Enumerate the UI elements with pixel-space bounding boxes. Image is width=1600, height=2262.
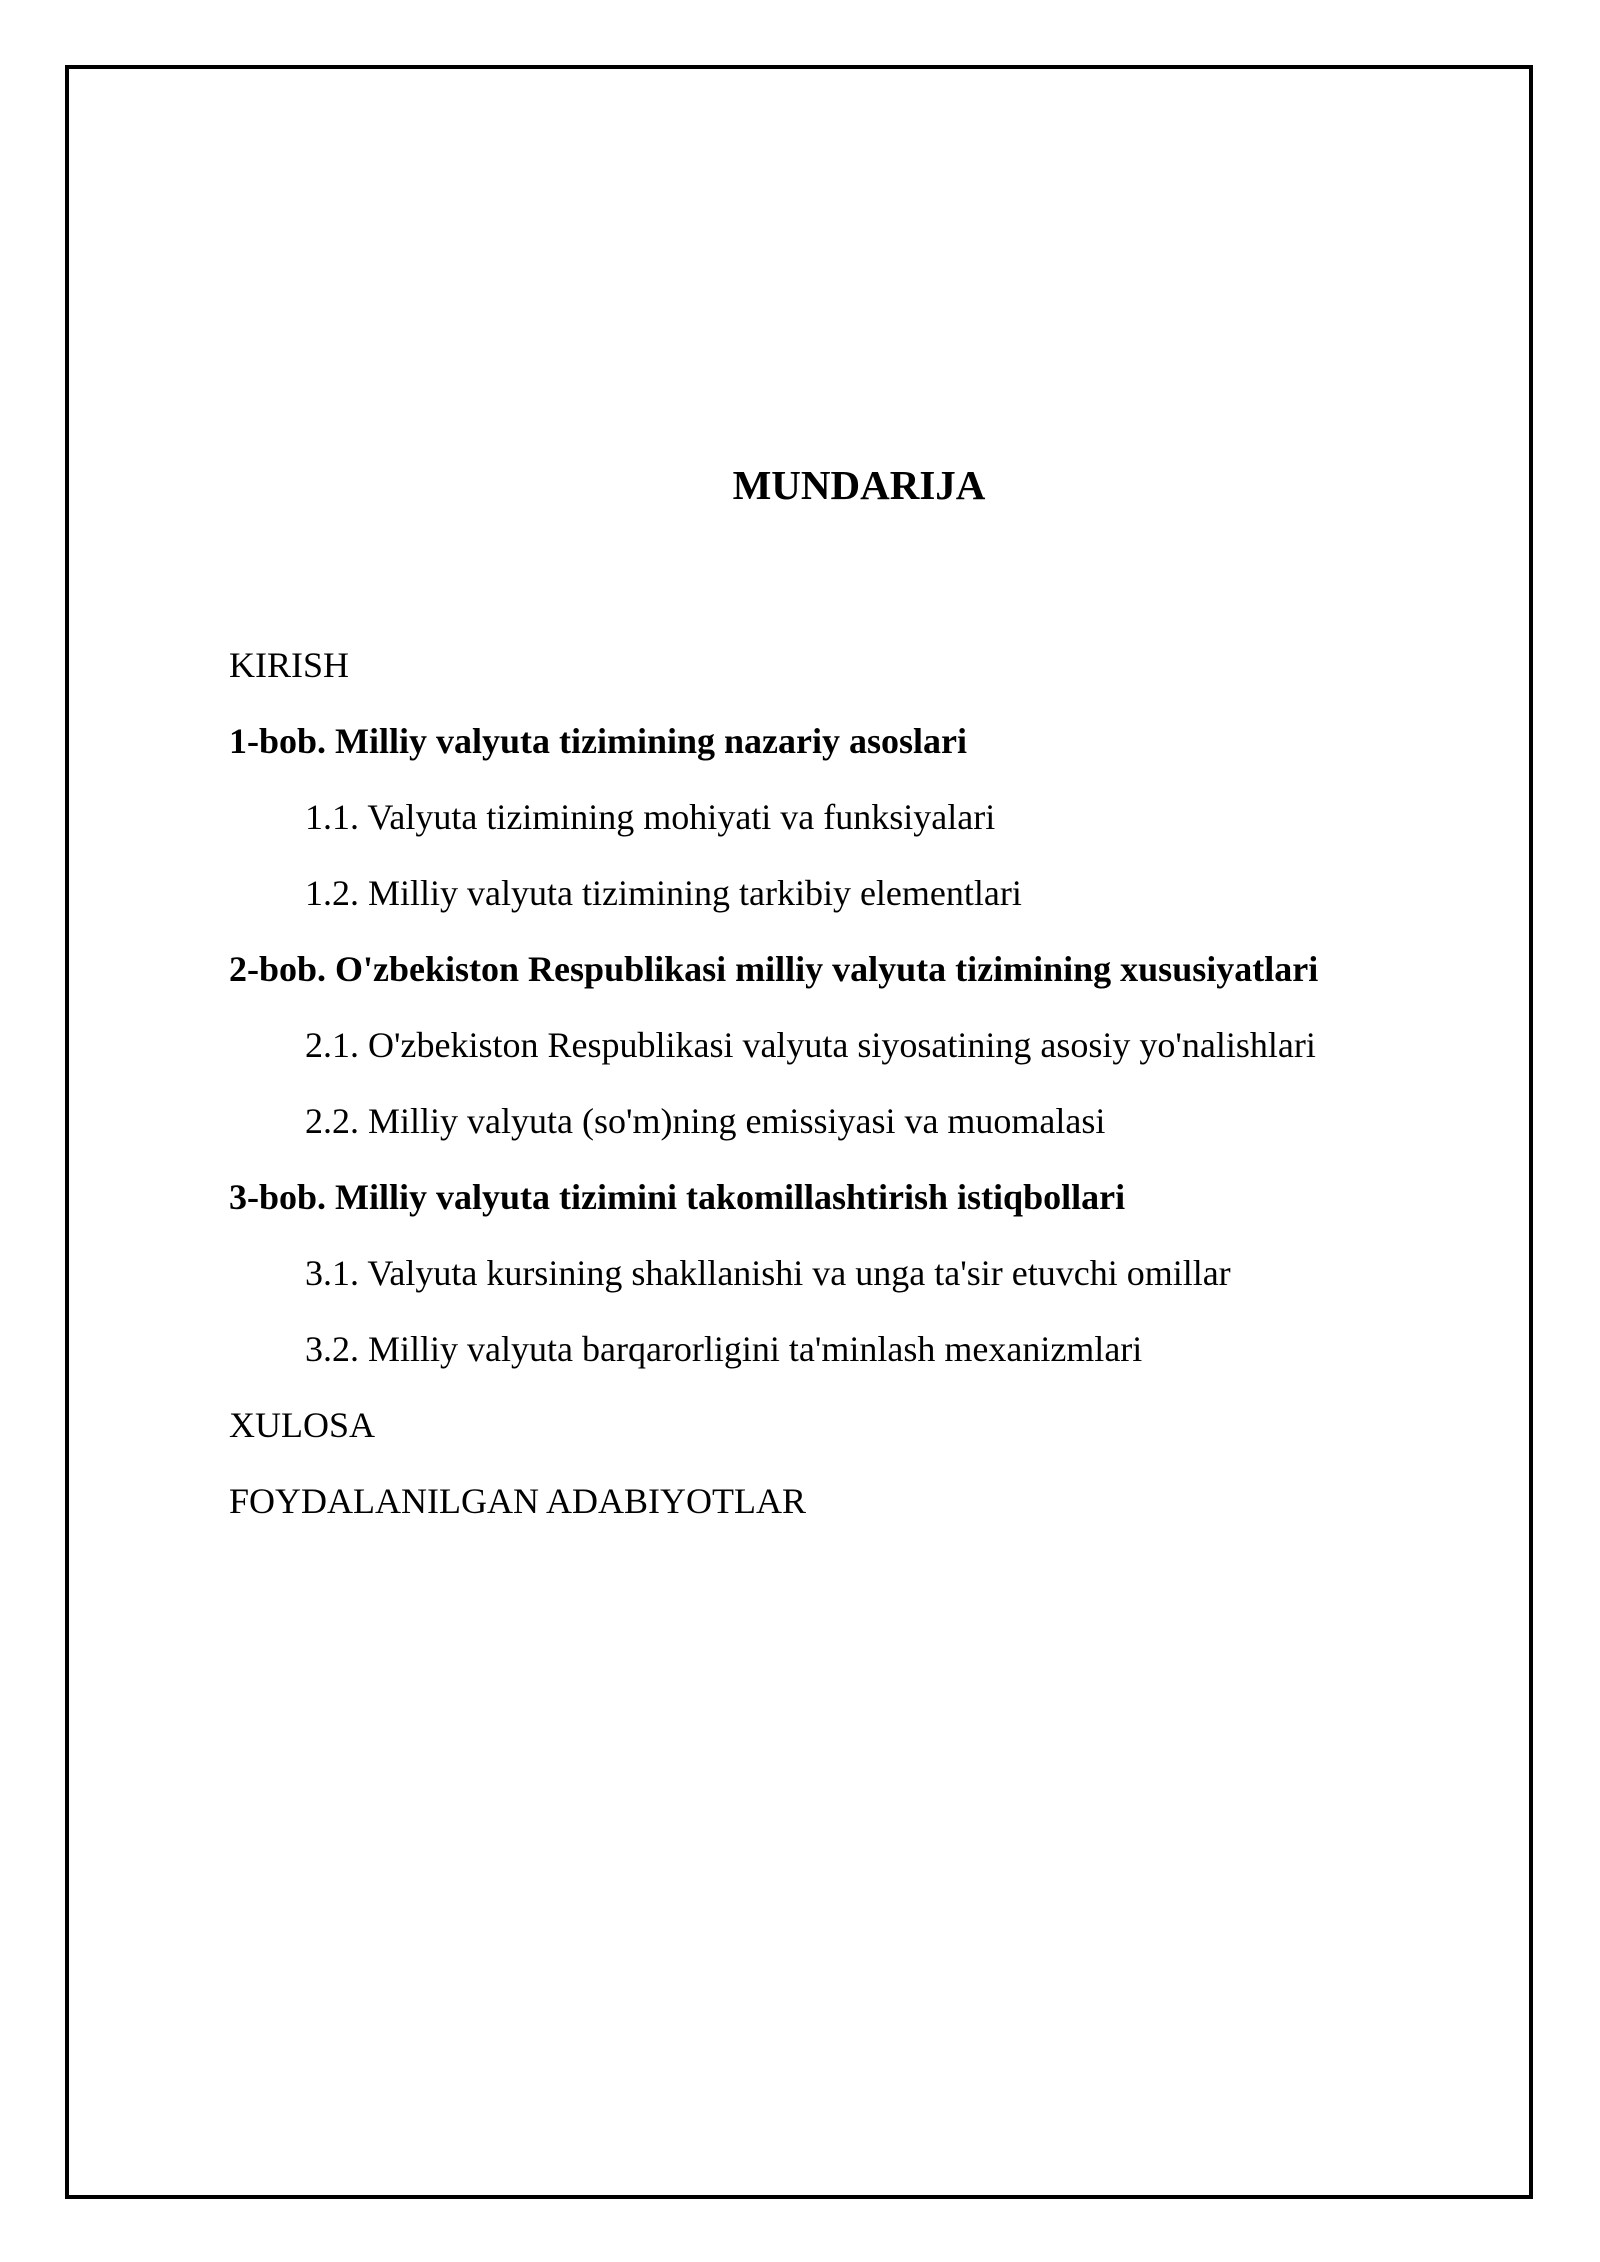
toc-section-3-2: 3.2. Milliy valyuta barqarorligini ta'minlash mexanizmlari [305, 1329, 1143, 1369]
toc-section-1-2: 1.2. Milliy valyuta tizimining tarkibiy elementlari [305, 873, 1022, 913]
toc-entry-conclusion: XULOSA [229, 1405, 376, 1445]
toc-section-2-2: 2.2. Milliy valyuta (so'm)ning emissiyasi va muomalasi [305, 1101, 1106, 1141]
toc-chapter-2: 2-bob. O'zbekiston Respublikasi milliy valyuta tizimining xususiyatlari [229, 949, 1319, 989]
table-of-contents [229, 642, 1509, 1554]
toc-chapter-1: 1-bob. Milliy valyuta tizimining nazariy asoslari [229, 721, 968, 761]
toc-section-1-1: 1.1. Valyuta tizimining mohiyati va funksiyalari [305, 797, 996, 837]
toc-entry-references: FOYDALANILGAN ADABIYOTLAR [229, 1481, 806, 1521]
toc-section-2-1: 2.1. O'zbekiston Respublikasi valyuta siyosatining asosiy yo'nalishlari [305, 1025, 1316, 1065]
toc-chapter-3: 3-bob. Milliy valyuta tizimini takomillashtirish istiqbollari [229, 1177, 1126, 1217]
page-title: MUNDARIJA [732, 462, 986, 508]
toc-section-3-1: 3.1. Valyuta kursining shakllanishi va unga ta'sir etuvchi omillar [305, 1253, 1231, 1293]
toc-entry-introduction: KIRISH [229, 645, 350, 685]
